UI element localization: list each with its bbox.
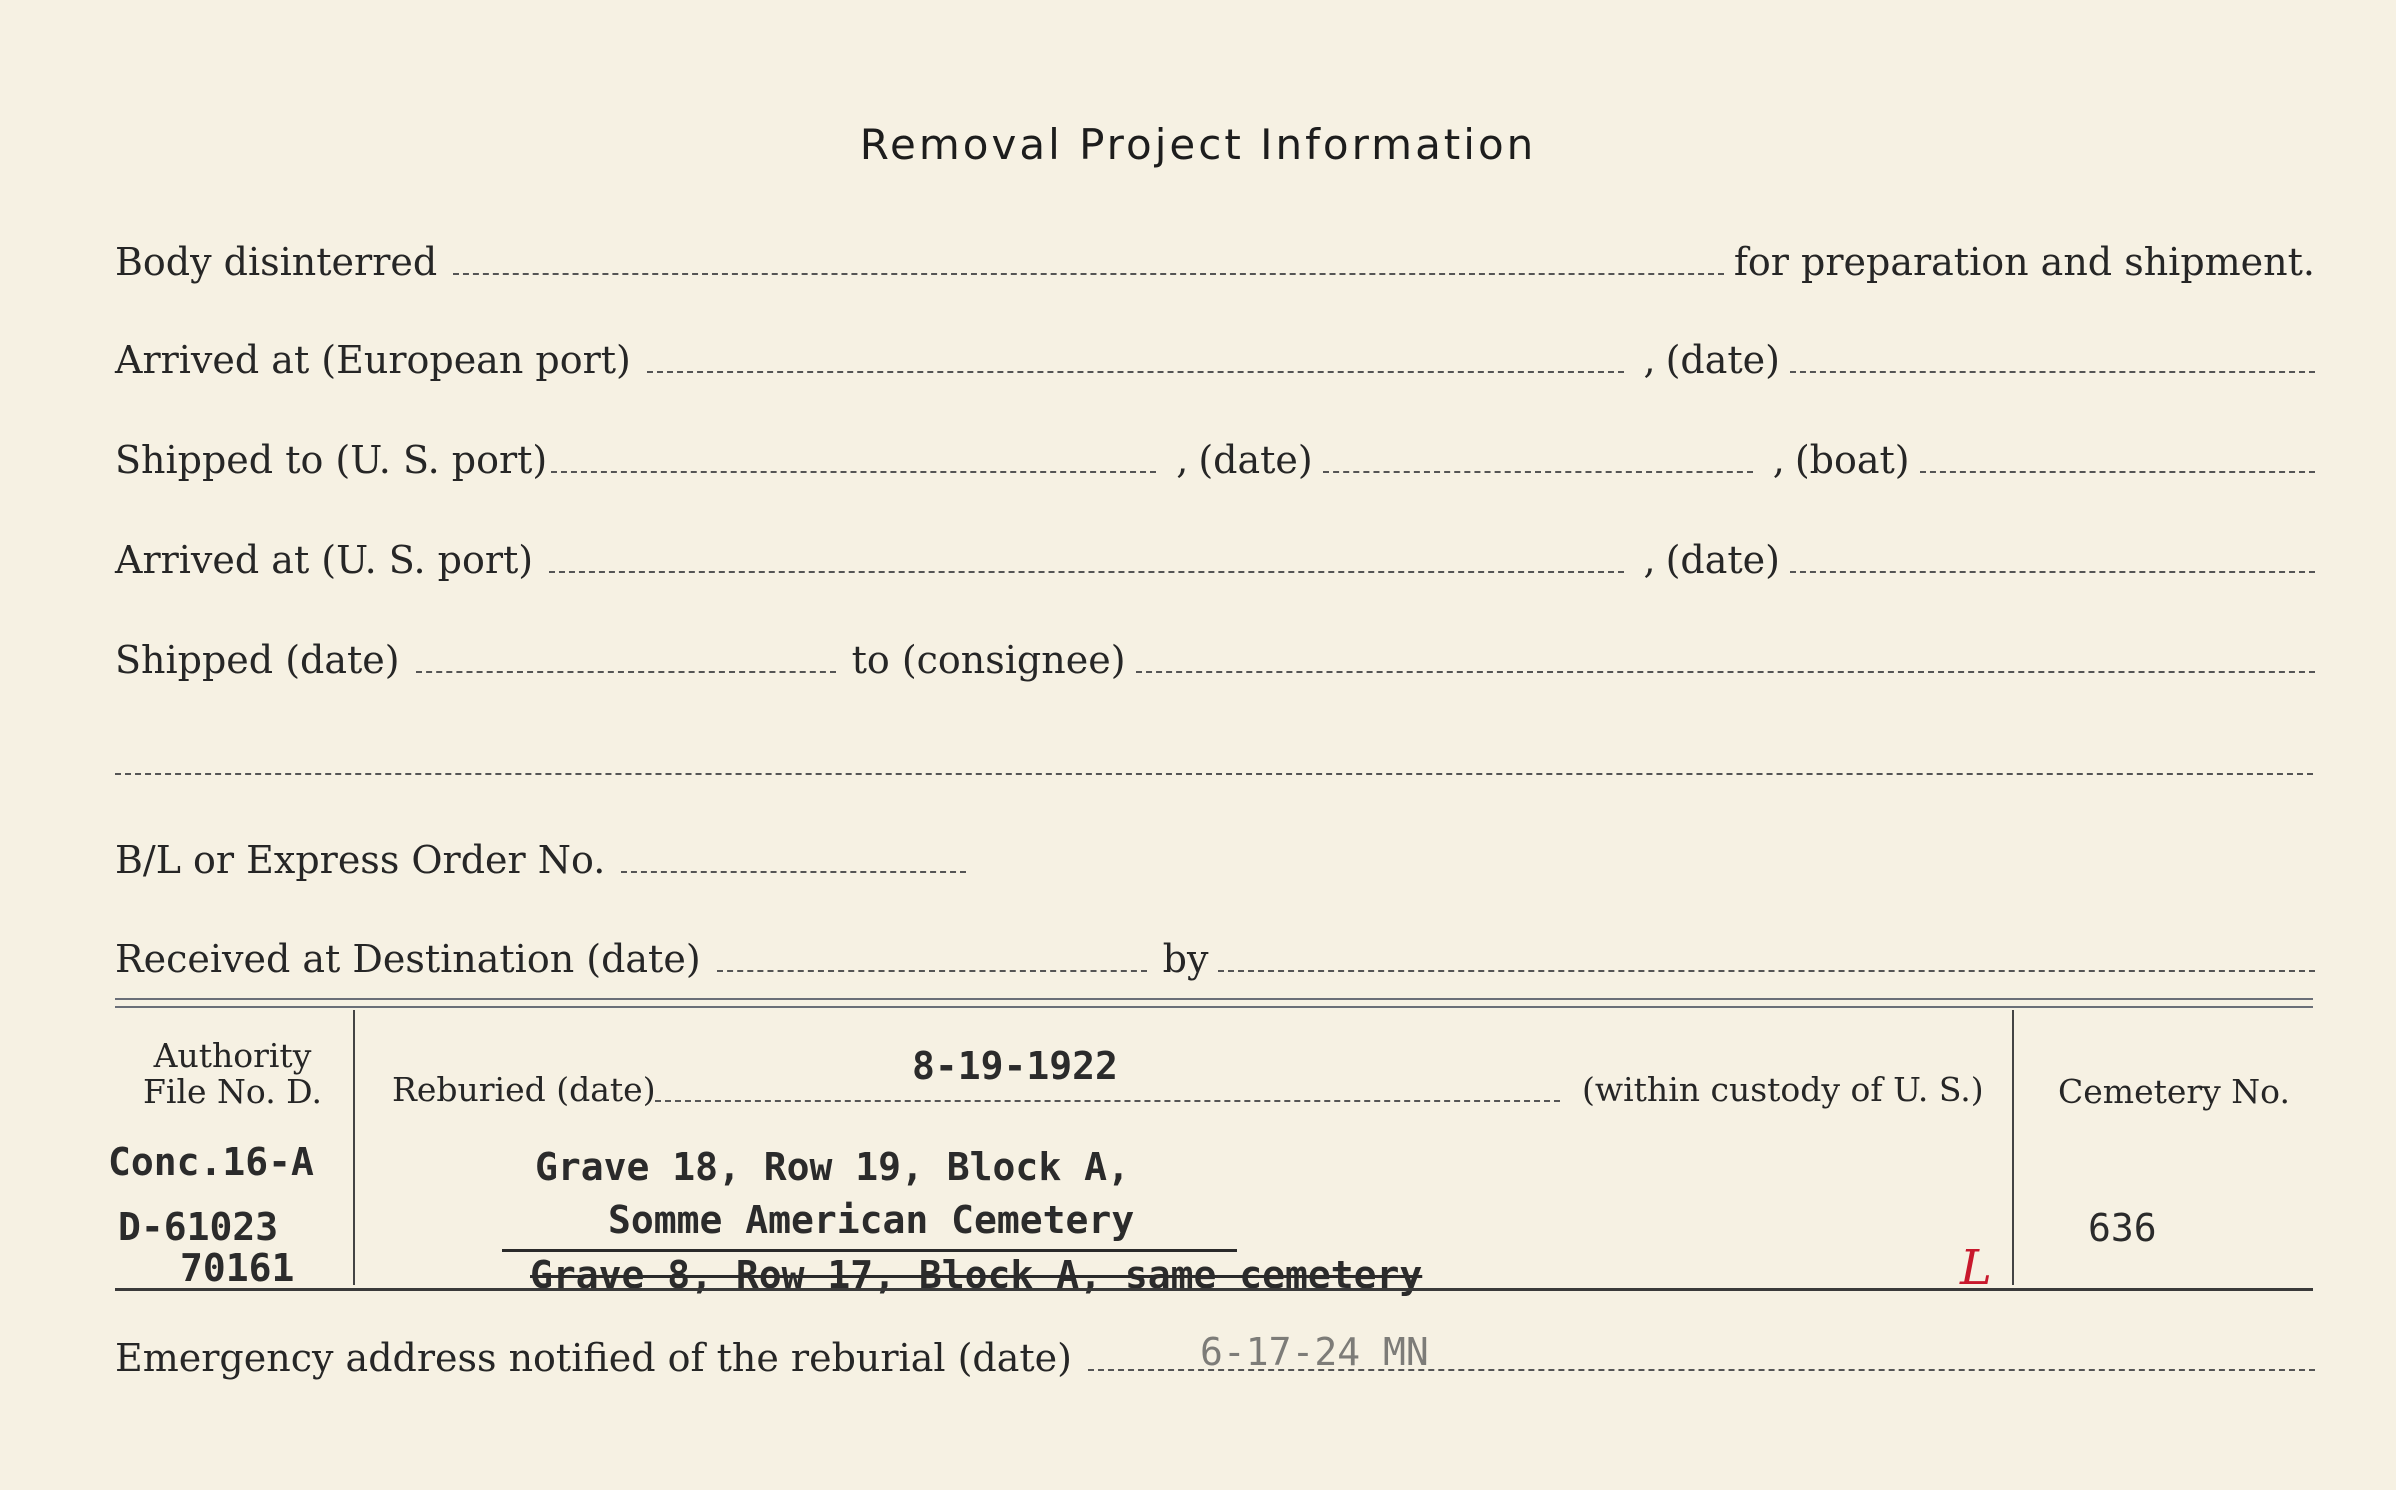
- received-by-field[interactable]: [1218, 944, 2315, 972]
- comma: ,: [1176, 438, 1189, 482]
- received-destination-date-field[interactable]: [717, 944, 1147, 972]
- row-arrived-european: [115, 338, 2315, 382]
- for-preparation-label: for preparation and shipment.: [1733, 240, 2315, 284]
- body-disinterred-label: Body disinterred: [115, 240, 438, 284]
- reburied-date-field[interactable]: [655, 1100, 1560, 1102]
- row-shipped-date: [115, 638, 2315, 682]
- consignee-field[interactable]: [1136, 645, 2315, 673]
- arrived-european-field[interactable]: [647, 345, 1624, 373]
- grave-line-2-underline: [502, 1249, 1237, 1252]
- row-bl-express: [115, 838, 2315, 882]
- comma: ,: [1643, 338, 1656, 382]
- shipped-date-field[interactable]: [416, 645, 836, 673]
- grave-line-1: Grave 18, Row 19, Block A,: [535, 1145, 1130, 1189]
- shipped-date-label: Shipped (date): [115, 638, 400, 682]
- section-double-rule: [115, 998, 2313, 1008]
- table-divider-left: [353, 1010, 355, 1285]
- bl-express-label: B/L or Express Order No.: [115, 838, 606, 882]
- table-divider-right: [2012, 1010, 2014, 1285]
- row-shipped-us: [115, 438, 2315, 482]
- shipped-us-label: Shipped to (U. S. port): [115, 438, 548, 482]
- to-consignee-label: to (consignee): [851, 638, 1126, 682]
- arrived-us-date-label: (date): [1665, 538, 1780, 582]
- comma: ,: [1772, 438, 1785, 482]
- emergency-date-value: 6-17-24 MN: [1200, 1330, 1429, 1374]
- authority-value-3: 70161: [180, 1246, 295, 1290]
- cemetery-no-value: 636: [2088, 1206, 2157, 1250]
- shipped-us-date-field[interactable]: [1323, 445, 1753, 473]
- authority-header: [130, 1038, 335, 1110]
- authority-value-1: Conc.16-A: [108, 1140, 314, 1184]
- arrived-european-date-label: (date): [1665, 338, 1780, 382]
- authority-header-line1: Authority: [153, 1036, 312, 1075]
- grave-line-2: Somme American Cemetery: [608, 1198, 1135, 1242]
- card-title: Removal Project Information: [859, 120, 1537, 169]
- arrived-european-label: Arrived at (European port): [115, 338, 631, 382]
- within-custody-label: (within custody of U. S.): [1582, 1070, 1984, 1109]
- reburied-date-value: 8-19-1922: [912, 1044, 1118, 1088]
- comma: ,: [1643, 538, 1656, 582]
- authority-value-2: D-61023: [118, 1205, 279, 1249]
- authority-header-line2: File No. D.: [143, 1072, 322, 1111]
- shipped-us-port-field[interactable]: [551, 445, 1156, 473]
- boat-label: (boat): [1794, 438, 1910, 482]
- consignee-continuation-field[interactable]: [115, 773, 2313, 775]
- boat-field[interactable]: [1920, 445, 2315, 473]
- arrived-european-date-field[interactable]: [1790, 345, 2315, 373]
- by-label: by: [1162, 937, 1209, 981]
- reburied-label: Reburied (date): [392, 1070, 656, 1109]
- received-destination-label: Received at Destination (date): [115, 937, 701, 981]
- emergency-label: Emergency address notified of the reburial (date): [115, 1336, 1072, 1380]
- cemetery-no-label: Cemetery No.: [2058, 1072, 2290, 1111]
- table-bottom-rule: [115, 1288, 2313, 1291]
- row-body-disinterred: [115, 240, 2315, 284]
- row-received-destination: [115, 937, 2315, 981]
- row-arrived-us: [115, 538, 2315, 582]
- red-initial-mark: L: [1960, 1240, 1992, 1296]
- arrived-us-field[interactable]: [549, 545, 1623, 573]
- arrived-us-label: Arrived at (U. S. port): [115, 538, 534, 582]
- grave-line-3: Grave 8, Row 17, Block A, same cemetery: [530, 1253, 1423, 1297]
- body-disinterred-field[interactable]: [453, 247, 1724, 275]
- bl-express-field[interactable]: [621, 845, 966, 873]
- arrived-us-date-field[interactable]: [1790, 545, 2315, 573]
- shipped-us-date-label: (date): [1198, 438, 1313, 482]
